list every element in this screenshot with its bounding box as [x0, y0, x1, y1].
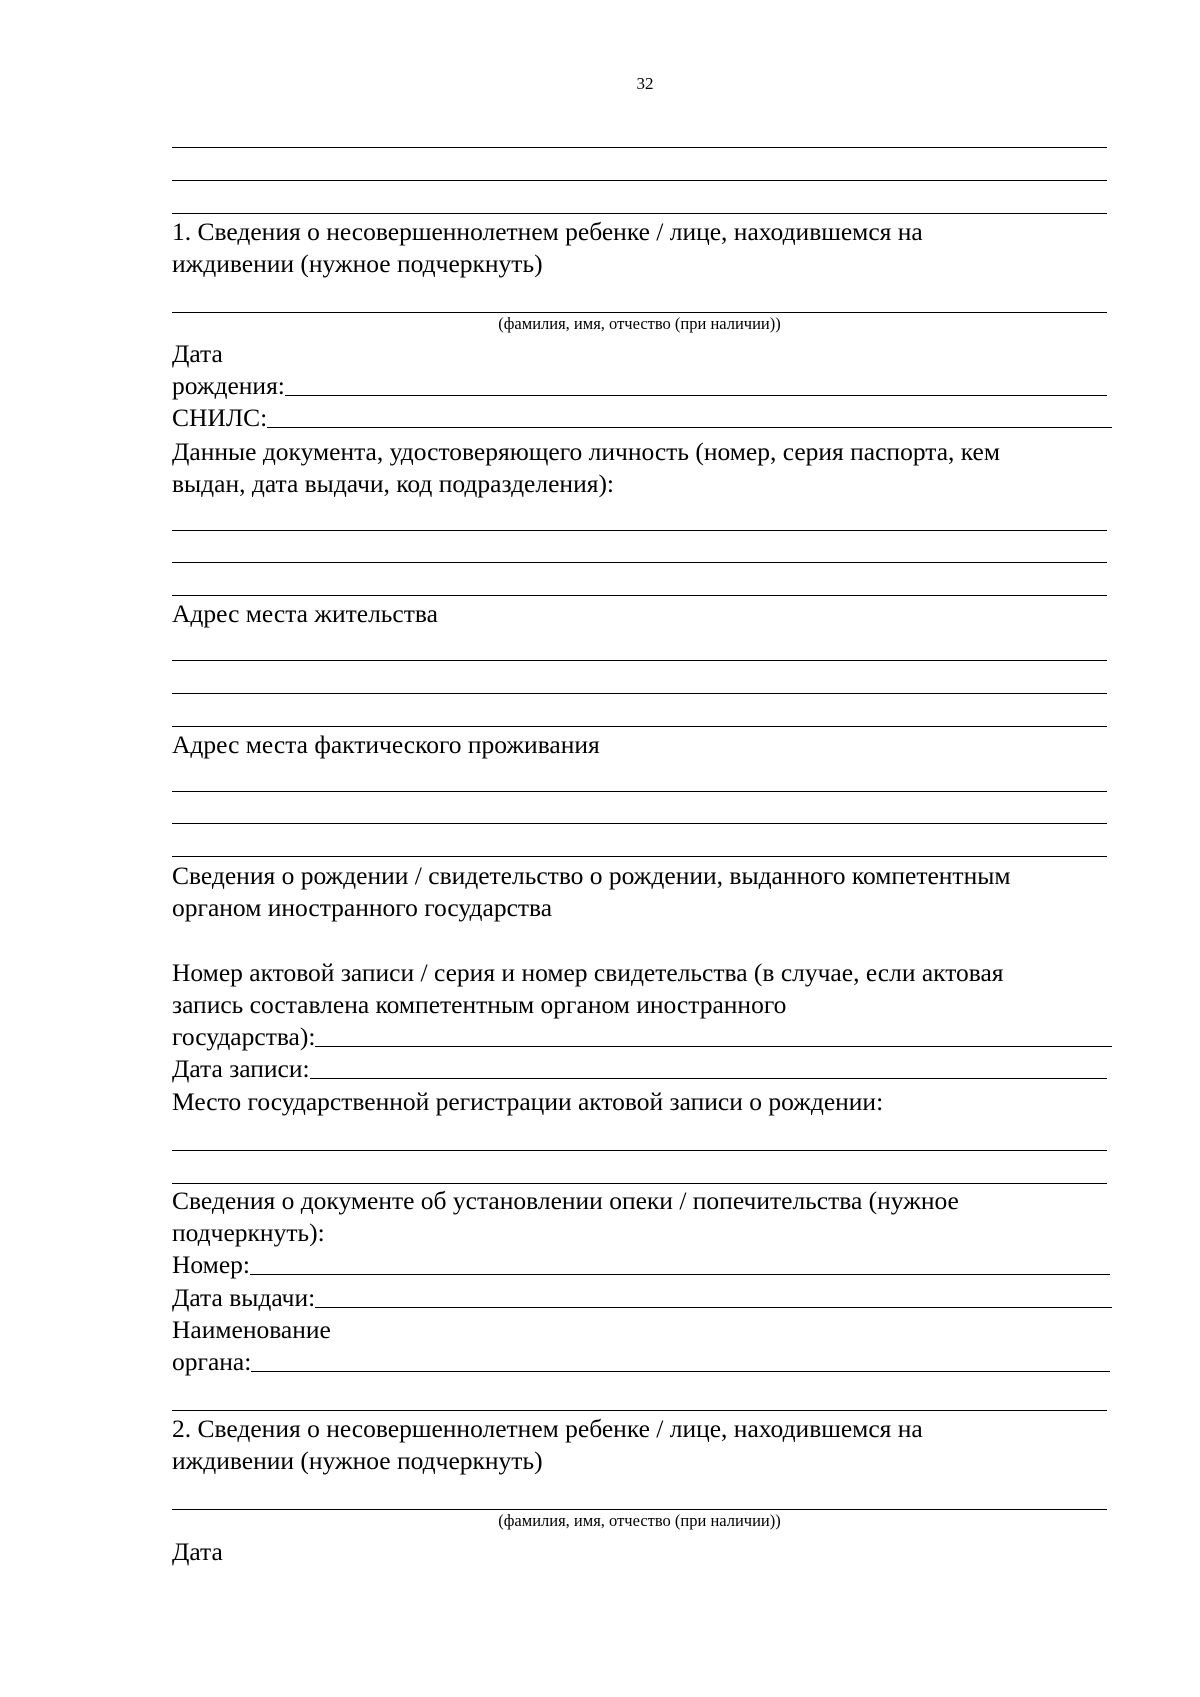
- section2-title-cont: иждивении (нужное подчеркнуть): [172, 1446, 543, 1475]
- record-number-label-cont: запись составлена компетентным органом иностранного: [172, 990, 787, 1019]
- blank-line[interactable]: [172, 213, 1107, 214]
- record-number-blank[interactable]: [315, 1026, 1112, 1047]
- fio-caption: (фамилия, имя, отчество (при наличии)): [498, 314, 781, 333]
- record-number-label-end: государства):: [172, 1022, 316, 1051]
- snils-field[interactable]: [172, 402, 1112, 434]
- blank-line[interactable]: [172, 1150, 1107, 1151]
- blank-line[interactable]: [172, 180, 1107, 181]
- organ-name-label: Наименование: [172, 1315, 331, 1344]
- blank-line[interactable]: [172, 660, 1107, 661]
- blank-line[interactable]: [172, 530, 1107, 531]
- actual-residence-label: Адрес места фактического проживания: [172, 730, 600, 759]
- record-number-field[interactable]: [172, 1021, 1112, 1053]
- guardianship-number-field[interactable]: [172, 1249, 1110, 1281]
- blank-line[interactable]: [172, 1410, 1107, 1411]
- blank-line[interactable]: [172, 595, 1107, 596]
- section1-title: 1. Сведения о несовершеннолетнем ребенке / лице, находившемся на: [172, 217, 923, 246]
- organ-name-label-cont: органа:: [172, 1347, 252, 1376]
- fio-line[interactable]: [172, 1509, 1107, 1510]
- snils-blank[interactable]: [267, 407, 1112, 428]
- fio-line[interactable]: [172, 312, 1107, 313]
- birth-date-blank[interactable]: [285, 375, 1107, 396]
- record-date-blank[interactable]: [310, 1058, 1107, 1079]
- section1-title-cont: иждивении (нужное подчеркнуть): [172, 249, 543, 278]
- blank-line[interactable]: [172, 147, 1107, 148]
- page-number: 32: [636, 74, 654, 93]
- organ-name-blank[interactable]: [251, 1351, 1110, 1372]
- organ-name-field[interactable]: [172, 1346, 1110, 1378]
- residence-address-label: Адрес места жительства: [172, 599, 438, 628]
- id-document-label: Данные документа, удостоверяющего личность (номер, серия паспорта, кем: [172, 437, 1000, 466]
- issue-date-blank[interactable]: [315, 1287, 1112, 1308]
- record-number-label: Номер актовой записи / серия и номер свидетельства (в случае, если актовая: [172, 958, 1004, 987]
- blank-line[interactable]: [172, 856, 1107, 857]
- blank-line[interactable]: [172, 823, 1107, 824]
- birth-date-label-cont: рождения:: [172, 371, 285, 400]
- blank-line[interactable]: [172, 693, 1107, 694]
- snils-label: СНИЛС:: [172, 403, 268, 432]
- blank-line[interactable]: [172, 562, 1107, 563]
- issue-date-field[interactable]: [172, 1282, 1112, 1314]
- blank-line[interactable]: [172, 791, 1107, 792]
- record-date-label: Дата записи:: [172, 1054, 310, 1083]
- birth-info-label-cont: органом иностранного государства: [172, 893, 553, 922]
- birth-date-label: Дата: [172, 1537, 223, 1566]
- number-label: Номер:: [172, 1250, 250, 1279]
- birth-date-label: Дата: [172, 339, 223, 368]
- issue-date-label: Дата выдачи:: [172, 1283, 316, 1312]
- registration-place-label: Место государственной регистрации актовой записи о рождении:: [172, 1087, 884, 1116]
- fio-caption: (фамилия, имя, отчество (при наличии)): [498, 1511, 781, 1530]
- section2-title: 2. Сведения о несовершеннолетнем ребенке / лице, находившемся на: [172, 1414, 923, 1443]
- birth-info-label: Сведения о рождении / свидетельство о рождении, выданного компетентным: [172, 861, 1011, 890]
- guardianship-label: Сведения о документе об установлении опеки / попечительства (нужное: [172, 1186, 959, 1215]
- id-document-label-cont: выдан, дата выдачи, код подразделения):: [172, 469, 615, 498]
- blank-line[interactable]: [172, 726, 1107, 727]
- blank-line[interactable]: [172, 1183, 1107, 1184]
- record-date-field[interactable]: [172, 1053, 1107, 1085]
- guardianship-label-cont: подчеркнуть):: [172, 1218, 325, 1247]
- number-blank[interactable]: [250, 1254, 1110, 1275]
- birth-date-field[interactable]: [172, 370, 1107, 402]
